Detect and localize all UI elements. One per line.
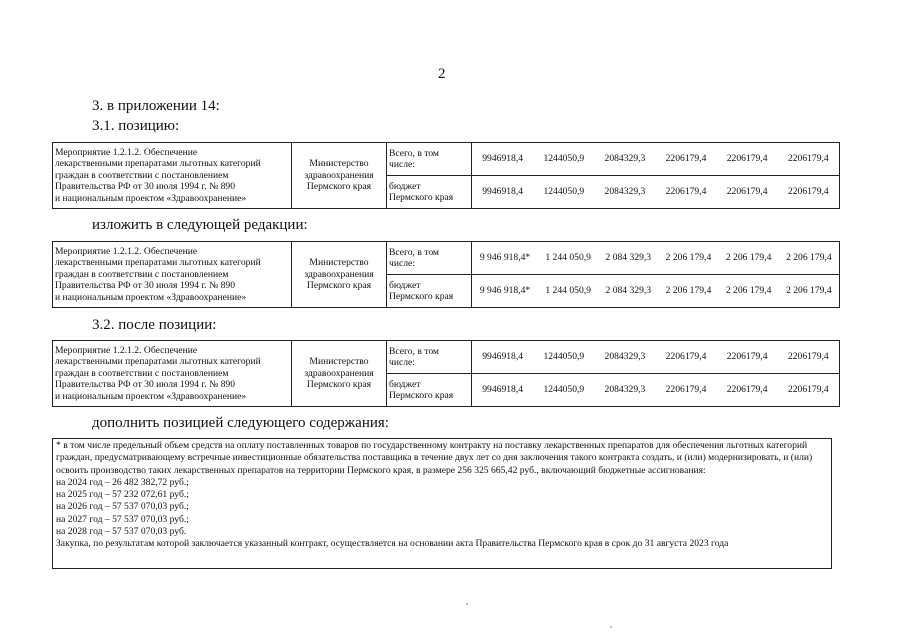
- ministry-line: Министерство: [309, 257, 369, 269]
- funding-type-line: числе:: [389, 357, 415, 368]
- amount-cell: 9946918,4: [472, 176, 534, 209]
- footnote-line: на 2027 год – 57 537 070,03 руб.;: [56, 513, 189, 525]
- amount-cell: 2206179,4: [778, 143, 840, 176]
- funding-type-line: бюджет: [389, 279, 421, 291]
- amount-cell: 2206179,4: [717, 143, 778, 176]
- funding-type-cell: [387, 275, 472, 308]
- amount-cell: 2 206 179,4: [658, 242, 718, 275]
- ministry-line: Пермского края: [306, 181, 372, 193]
- ministry-line: Пермского края: [306, 379, 372, 391]
- ministry-cell: [292, 242, 387, 308]
- amount-cell: 2206179,4: [717, 374, 778, 407]
- event-line: Мероприятие 1.2.1.2. Обеспечение: [55, 344, 198, 356]
- table-row: [53, 143, 840, 176]
- event-line: лекарственными препаратами льготных категорий: [55, 158, 261, 170]
- heading-appendix: 3. в приложении 14:: [92, 98, 220, 114]
- funding-type-line: Всего, в том: [389, 246, 440, 258]
- page-number: 2: [438, 66, 446, 82]
- position-table-after: [52, 340, 840, 407]
- event-line: граждан в соответствии с постановлением: [55, 169, 229, 181]
- ministry-line: Пермского края: [306, 280, 372, 292]
- amount-cell: 2206179,4: [778, 176, 840, 209]
- funding-type-line: числе:: [389, 159, 415, 170]
- amount-cell: 2206179,4: [778, 341, 840, 374]
- footnote-paragraph: * в том числе предельный объем средств на оплату поставленных товаров по государственному контракту на поставку лекарственных препаратов для обеспечения льготных категорий граждан, предусматривающему встречные инвестиционные обязательства поставщика в течение двух лет со дня заключения такого контракта создать, и (или) модернизировать, и (или) освоить производство таких лекарственных препаратов на территории Пермского края, в размере 256 325 665,42 руб., включающий бюджетные ассигнования:: [56, 440, 813, 476]
- funding-type-line: числе:: [389, 258, 415, 269]
- table-row: [53, 341, 840, 374]
- amount-cell: 9946918,4: [472, 143, 534, 176]
- amount-cell: 2206179,4: [655, 341, 716, 374]
- event-cell: [53, 143, 292, 209]
- ministry-line: здравоохранения: [304, 169, 374, 181]
- amount-cell: 2 206 179,4: [719, 275, 779, 308]
- footnote-line: на 2026 год – 57 537 070,03 руб.;: [56, 501, 189, 513]
- scan-speck: [466, 603, 468, 605]
- event-line: и национальным проектом «Здравоохранение»: [55, 291, 247, 303]
- amount-cell: 2084329,3: [594, 341, 655, 374]
- amount-cell: 2 206 179,4: [719, 242, 779, 275]
- funding-type-cell: [387, 374, 472, 407]
- heading-new-edition: изложить в следующей редакции:: [92, 217, 308, 233]
- funding-type-line: Пермского края: [389, 291, 454, 302]
- event-line: Правительства РФ от 30 июля 1994 г. № 890: [55, 379, 236, 391]
- amount-cell: 1 244 050,9: [538, 242, 598, 275]
- amount-cell: 2206179,4: [717, 341, 778, 374]
- ministry-cell: [292, 143, 387, 209]
- event-line: граждан в соответствии с постановлением: [55, 268, 229, 280]
- footnote-block: [52, 438, 832, 569]
- scan-speck: [610, 626, 612, 628]
- amount-cell: 2206179,4: [655, 374, 716, 407]
- event-line: Мероприятие 1.2.1.2. Обеспечение: [55, 245, 198, 257]
- footnote-line: на 2025 год – 57 232 072,61 руб.;: [56, 489, 189, 501]
- heading-position: 3.1. позицию:: [92, 118, 180, 134]
- funding-type-line: Пермского края: [389, 390, 454, 401]
- amount-cell: 2 084 329,3: [598, 242, 658, 275]
- event-line: лекарственными препаратами льготных категорий: [55, 257, 261, 269]
- amount-cell: 2 206 179,4: [779, 242, 840, 275]
- amount-cell: 2 206 179,4: [658, 275, 718, 308]
- funding-type-cell: [387, 341, 472, 374]
- amount-cell: 2206179,4: [655, 143, 716, 176]
- event-line: Правительства РФ от 30 июля 1994 г. № 890: [55, 280, 236, 292]
- event-cell: [53, 242, 292, 308]
- event-line: граждан в соответствии с постановлением: [55, 367, 229, 379]
- ministry-line: здравоохранения: [304, 367, 374, 379]
- amount-cell: 2084329,3: [594, 176, 655, 209]
- funding-type-cell: [387, 242, 472, 275]
- amount-cell: 2 084 329,3: [598, 275, 658, 308]
- funding-type-cell: [387, 143, 472, 176]
- amount-cell: 9946918,4: [472, 341, 534, 374]
- amount-cell: 2084329,3: [594, 374, 655, 407]
- amount-cell: 2206179,4: [655, 176, 716, 209]
- ministry-line: Министерство: [309, 158, 369, 170]
- funding-type-line: Всего, в том: [389, 345, 440, 357]
- amount-cell: 1244050,9: [533, 374, 594, 407]
- amount-cell: 9 946 918,4*: [472, 275, 539, 308]
- ministry-cell: [292, 341, 387, 407]
- footnote-line: на 2028 год – 57 537 070,03 руб.: [56, 526, 187, 538]
- event-line: Правительства РФ от 30 июля 1994 г. № 890: [55, 181, 236, 193]
- amount-cell: 9946918,4: [472, 374, 534, 407]
- heading-add-position: дополнить позицией следующего содержания:: [92, 415, 389, 431]
- funding-type-line: Пермского края: [389, 192, 454, 203]
- footnote-line: на 2024 год – 26 482 382,72 руб.;: [56, 476, 189, 488]
- amount-cell: 2206179,4: [778, 374, 840, 407]
- ministry-line: здравоохранения: [304, 268, 374, 280]
- amount-cell: 1244050,9: [533, 143, 594, 176]
- funding-type-line: бюджет: [389, 378, 421, 390]
- funding-type-cell: [387, 176, 472, 209]
- amount-cell: 9 946 918,4*: [472, 242, 539, 275]
- footnote-closing: Закупка, по результатам которой заключается указанный контракт, осуществляется на основании акта Правительства Пермского края в срок до 31 августа 2023 года: [56, 538, 729, 550]
- funding-type-line: бюджет: [389, 180, 421, 192]
- amount-cell: 2 206 179,4: [779, 275, 840, 308]
- event-cell: [53, 341, 292, 407]
- funding-type-line: Всего, в том: [389, 147, 440, 159]
- heading-after-position: 3.2. после позиции:: [92, 317, 217, 333]
- event-line: Мероприятие 1.2.1.2. Обеспечение: [55, 146, 198, 158]
- event-line: и национальным проектом «Здравоохранение»: [55, 192, 247, 204]
- table-row: [53, 242, 840, 275]
- amount-cell: 1244050,9: [533, 341, 594, 374]
- position-table-original: [52, 142, 840, 209]
- event-line: и национальным проектом «Здравоохранение»: [55, 390, 247, 402]
- amount-cell: 1244050,9: [533, 176, 594, 209]
- amount-cell: 2206179,4: [717, 176, 778, 209]
- amount-cell: 2084329,3: [594, 143, 655, 176]
- ministry-line: Министерство: [309, 356, 369, 368]
- amount-cell: 1 244 050,9: [538, 275, 598, 308]
- event-line: лекарственными препаратами льготных категорий: [55, 356, 261, 368]
- position-table-new-edition: [52, 241, 840, 308]
